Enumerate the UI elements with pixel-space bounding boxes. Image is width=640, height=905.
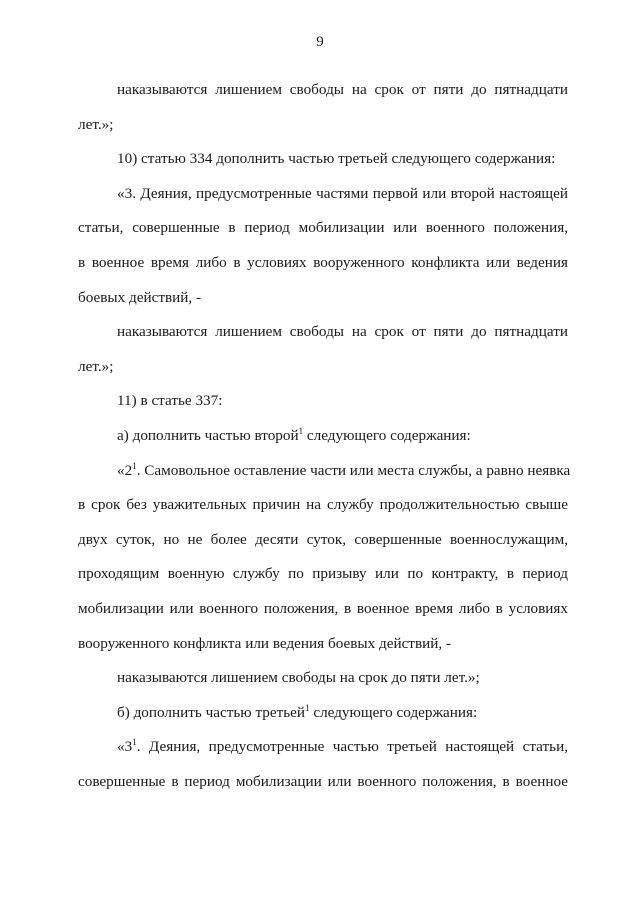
text-line — [78, 627, 568, 662]
line-text: в срок без уважительных причин на службу продолжительностью свыше — [78, 496, 568, 514]
text-line — [78, 246, 568, 281]
text-line — [78, 557, 568, 592]
line-text: проходящим военную службу по призыву или по контракту, в период — [78, 565, 568, 583]
text-line — [78, 384, 568, 419]
text-line — [78, 142, 568, 177]
line-text: следующего содержания: — [309, 703, 478, 721]
line-text: статьи, совершенные в период мобилизации или военного положения, — [78, 219, 568, 237]
text-line — [78, 488, 568, 523]
line-text: б) дополнить частью третьей — [117, 703, 306, 721]
superscript: 1 — [298, 425, 304, 436]
text-line — [78, 661, 568, 696]
text-line — [78, 315, 568, 350]
text-line — [78, 350, 568, 385]
document-body — [78, 73, 571, 799]
text-line — [78, 730, 568, 765]
page-number: 9 — [316, 34, 324, 50]
text-line — [78, 108, 568, 143]
line-text: «2 — [117, 461, 133, 479]
text-line — [78, 177, 568, 212]
line-text: а) дополнить частью второй — [117, 426, 299, 444]
line-text: совершенные в период мобилизации или военного положения, в военное — [78, 772, 568, 790]
text-line — [78, 592, 568, 627]
line-text: мобилизации или военного положения, в военное время либо в условиях — [78, 599, 568, 617]
line-text: . Деяния, предусмотренные частью третьей настоящей статьи, — [136, 738, 568, 756]
line-text: «3 — [117, 738, 133, 756]
text-line — [78, 765, 568, 800]
line-text: наказываются лишением свободы на срок от пяти до пятнадцати — [117, 81, 568, 98]
line-text: лет.»; — [78, 115, 114, 133]
text-line — [78, 419, 568, 454]
superscript: 1 — [132, 460, 137, 471]
line-text: лет.»; — [78, 357, 114, 375]
line-text: 10) статью 334 дополнить частью третьей следующего содержания: — [117, 150, 556, 168]
line-text: . Самовольное оставление части или места службы, а равно неявка — [136, 461, 571, 479]
superscript: 1 — [305, 702, 310, 713]
line-text: вооруженного конфликта или ведения боевых действий, - — [78, 634, 452, 652]
line-text: в военное время либо в условиях вооруженного конфликта или ведения — [78, 253, 568, 271]
text-line — [78, 211, 568, 246]
line-text: следующего содержания: — [303, 426, 471, 444]
line-text: 11) в статье 337: — [117, 392, 223, 410]
text-line — [78, 73, 568, 108]
text-line — [78, 454, 571, 489]
line-text: наказываются лишением свободы на срок до пяти лет.»; — [117, 669, 480, 687]
text-line — [78, 523, 568, 558]
line-text: «3. Деяния, предусмотренные частями первой или второй настоящей — [117, 184, 568, 202]
superscript: 1 — [132, 737, 137, 748]
line-text: двух суток, но не более десяти суток, совершенные военнослужащим, — [78, 530, 568, 548]
text-line — [78, 696, 568, 731]
line-text: боевых действий, - — [78, 288, 202, 306]
text-line — [78, 281, 568, 316]
line-text: наказываются лишением свободы на срок от пяти до пятнадцати — [117, 323, 568, 341]
